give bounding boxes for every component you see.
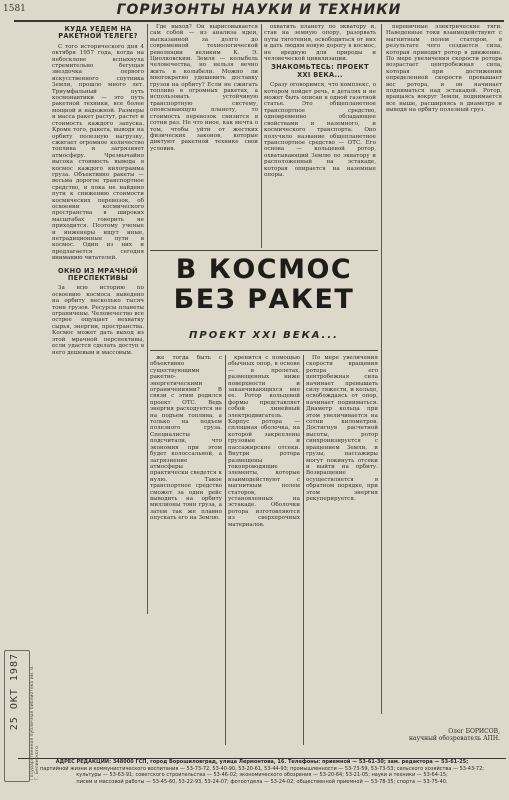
col4-text: перевичные электрические тяги. Наведенные токи взаимодействуют с магнитным полем статоров, в результате чего создается сила, которая приводит ротор в движение. По мере увеличения скорости ротора возрастает центробежная сила, которая при достижении определенной скорости превышает вес ротора, и он начинает подниматься над эстакадой. Ротор, вращаясь вокруг Земли, поднимается все выше, расширяясь в диаметре и выводя на орбиту полезный груз. (386, 24, 502, 114)
column-4 (386, 24, 502, 714)
column-1 (52, 24, 144, 614)
col3-text: охватить планету по экватору и, став на земную опору, разорвать путы тяготения, освободиться от них и дать людям новую дорогу в космос, не вредную для природы и человеческой цивилизации. (264, 24, 376, 63)
column-rule (225, 355, 226, 745)
footer-phones-2: культуры — 53-63-91; советского строительства — 53-46-02; экономического обозрения — 53-20-64; 53-21-05; науки и техники — 53-64-15; (76, 772, 448, 779)
headline-line-1: В КОСМОС (175, 254, 353, 285)
footer-address: АДРЕС РЕДАКЦИИ: 348000 ГСП, город Ворошиловград, улица Лермонтова, 16. Телефоны: приемной — 53-61-30; зам. редактора — 53-61-25; (55, 759, 469, 765)
footer-phones-1: партийной жизни и коммунистического воспитания — 53-73-72, 53-40-90, 53-20-61, 53-44-93; промышленности — 53-73-59, 53-73-53; сельского хозяйства — 53-43-72; (40, 765, 484, 772)
author-role: научный обозреватель АПН. (409, 735, 500, 742)
headline-rule (150, 350, 378, 351)
library-stamp-text: Государственная публичная библиотека им. В. Г. Белинского (30, 665, 40, 780)
column-center-right (306, 355, 378, 745)
section-masthead (14, 0, 504, 22)
column-center-left (150, 355, 222, 745)
col1-text: С того исторического дня 4 октября 1957 года, когда на небосклоне вспыхнула стремительно бегущая звездочка первого искусственного спутника Земли, прошло много лет. Триумфальный путь космонавтики — это путь ракетной техники, все более мощной и надежной. Размеры и масса ракет растут, растет и стоимость каждого запуска. Кроме того, ракета, выводя на орбиту полезную нагрузку, сжигает огромное количество топлива и загрязняет атмосферу. Чрезвычайно высока стоимость вывода в космос каждого килограмма груза. Объективно ракеты — весьма дорогое транспортное средство, и пока не найдено пути к снижению стоимости космических перевозок, об освоении космического пространства в широких масштабах говорить не приходится. Поэтому ученые и инженеры ищут иные, нетрадиционные пути в космос. Один из них и предлагается сегодня вниманию читателей. (52, 43, 144, 262)
headline-line-2: БЕЗ РАКЕТ (173, 284, 355, 315)
author-name: Олег БОРИСОВ, (448, 728, 500, 735)
col3-text2: Сразу оговоримся, что комплекс, о котором пойдет речь, в деталях и не может быть описан в одной газетной статье. Это общепланетное транспортное средство, одновременно обладающее свойствами и наземного, и космического транспорта. Оно получило название общепланетное транспортное средство — ОТС. Его основа — кольцевой ротор, охватывающий Землю по экватору и расположенный на эстакаде, которая опирается на наземные опоры. (264, 82, 376, 178)
center-mid-text: кренится с помощью обычных опор, в основе — в пролетах, размещенных ниже поверхности и заканчивающихся вне ее. Ротор кольцевой формы представляет собой линейный электродвигатель. Корпус ротора — сплошная оболочка, на которой закреплены грузовые и пассажирские отсеки. Внутри ротора размещены токопроводящие элементы, которые взаимодействуют с магнитным полем статоров, установленных на эстакаде. Оболочки ротора изготовляются из сверхпрочных материалов. (228, 355, 300, 528)
author-signature (400, 728, 500, 742)
col1-subtext: За всю историю по освоению космоса выведено на орбиту несколько тысяч тонн грузов. Ресурсы планеты ограничены. Человечество все острее ощущает нехватку сырья, энергии, пространства. Космос может дать выход из этой мрачной перспективы, если удастся сделать доступ в него дешевым и массовым. (52, 285, 144, 356)
editorial-footer (18, 758, 506, 799)
masthead-title: ГОРИЗОНТЫ НАУКИ И ТЕХНИКИ (116, 2, 402, 18)
date-stamp-text: 25 ОКТ 1987 (9, 653, 20, 731)
col3-heading: ЗНАКОМЬТЕСЬ: ПРОЕКТ XXI ВЕКА... (271, 63, 369, 79)
column-rule (303, 355, 304, 745)
column-rule (381, 24, 382, 714)
col1-subheading: ОКНО ИЗ МРАЧНОЙ ПЕРСПЕКТИВЫ (58, 266, 138, 283)
col2-text: Где выход? Он вырисовывается сам собой — из анализа идеи, высказанной за долго до современной технологической революции великим К. Э. Циолковским. Земля — колыбель человечества, но нельзя вечно жить в колыбели. Можно ли многократно удешевить доставку грузов на орбиту? Если не сжигать топливо в огромных ракетах, а использовать устойчивую транспортную систему, опоясывающую планету, то стоимость перевозок снизится в сотни раз. Не что иное, как мечта о том, чтобы уйти от жестких физических законов, которые диктуют ракетной технике свои условия. (150, 24, 258, 152)
column-rule (147, 24, 148, 614)
column-center-mid (228, 355, 300, 745)
column-2 (150, 24, 258, 248)
main-headline (150, 255, 378, 315)
footer-phones-3: писем и массовой работы — 53-45-60, 53-22-93, 53-24-07; фотоотдела — 53-24-02; общественной приемной — 53-78-35; спорта — 53-75-40. (76, 778, 448, 785)
column-rule (261, 24, 262, 248)
headline-subtitle: ПРОЕКТ XXI ВЕКА... (189, 330, 339, 341)
center-right-text: По мере увеличения скорости вращения ротора его центробежная сила начинает превышать силу тяжести, и кольцо, освобождаясь от опор, начинает подниматься. Диаметр кольца при этом увеличивается на сотни километров. Достигнув расчетной высоты, ротор синхронизируется с вращением Земли, и грузы, пассажиры могут покинуть отсеки и выйти на орбиту. Возвращение осуществляется в обратном порядке, при этом энергия рекуперируется. (306, 355, 378, 502)
center-left-text: же тогда быть с объективно существующими ракетно-энергетическими ограничениями? В связи с этим родился проект ОТС. Ведь энергия расходуется не на подъем топлива, а только на подъем полезного груза. Специалисты подсчитали, что экономия при этом будет колоссальной, а загрязнение атмосферы практически сведется к нулю. Такое транспортное средство сможет за один рейс выводить на орбиту миллионы тонн груза, а затем так же плавно опускать его на Землю. (150, 355, 222, 522)
archive-number: 1581 (3, 4, 26, 14)
headline-rule (150, 250, 378, 251)
col1-heading: КУДА УЕДЕМ НА РАКЕТНОЙ ТЕЛЕГЕ? (58, 25, 138, 41)
column-3 (264, 24, 376, 248)
